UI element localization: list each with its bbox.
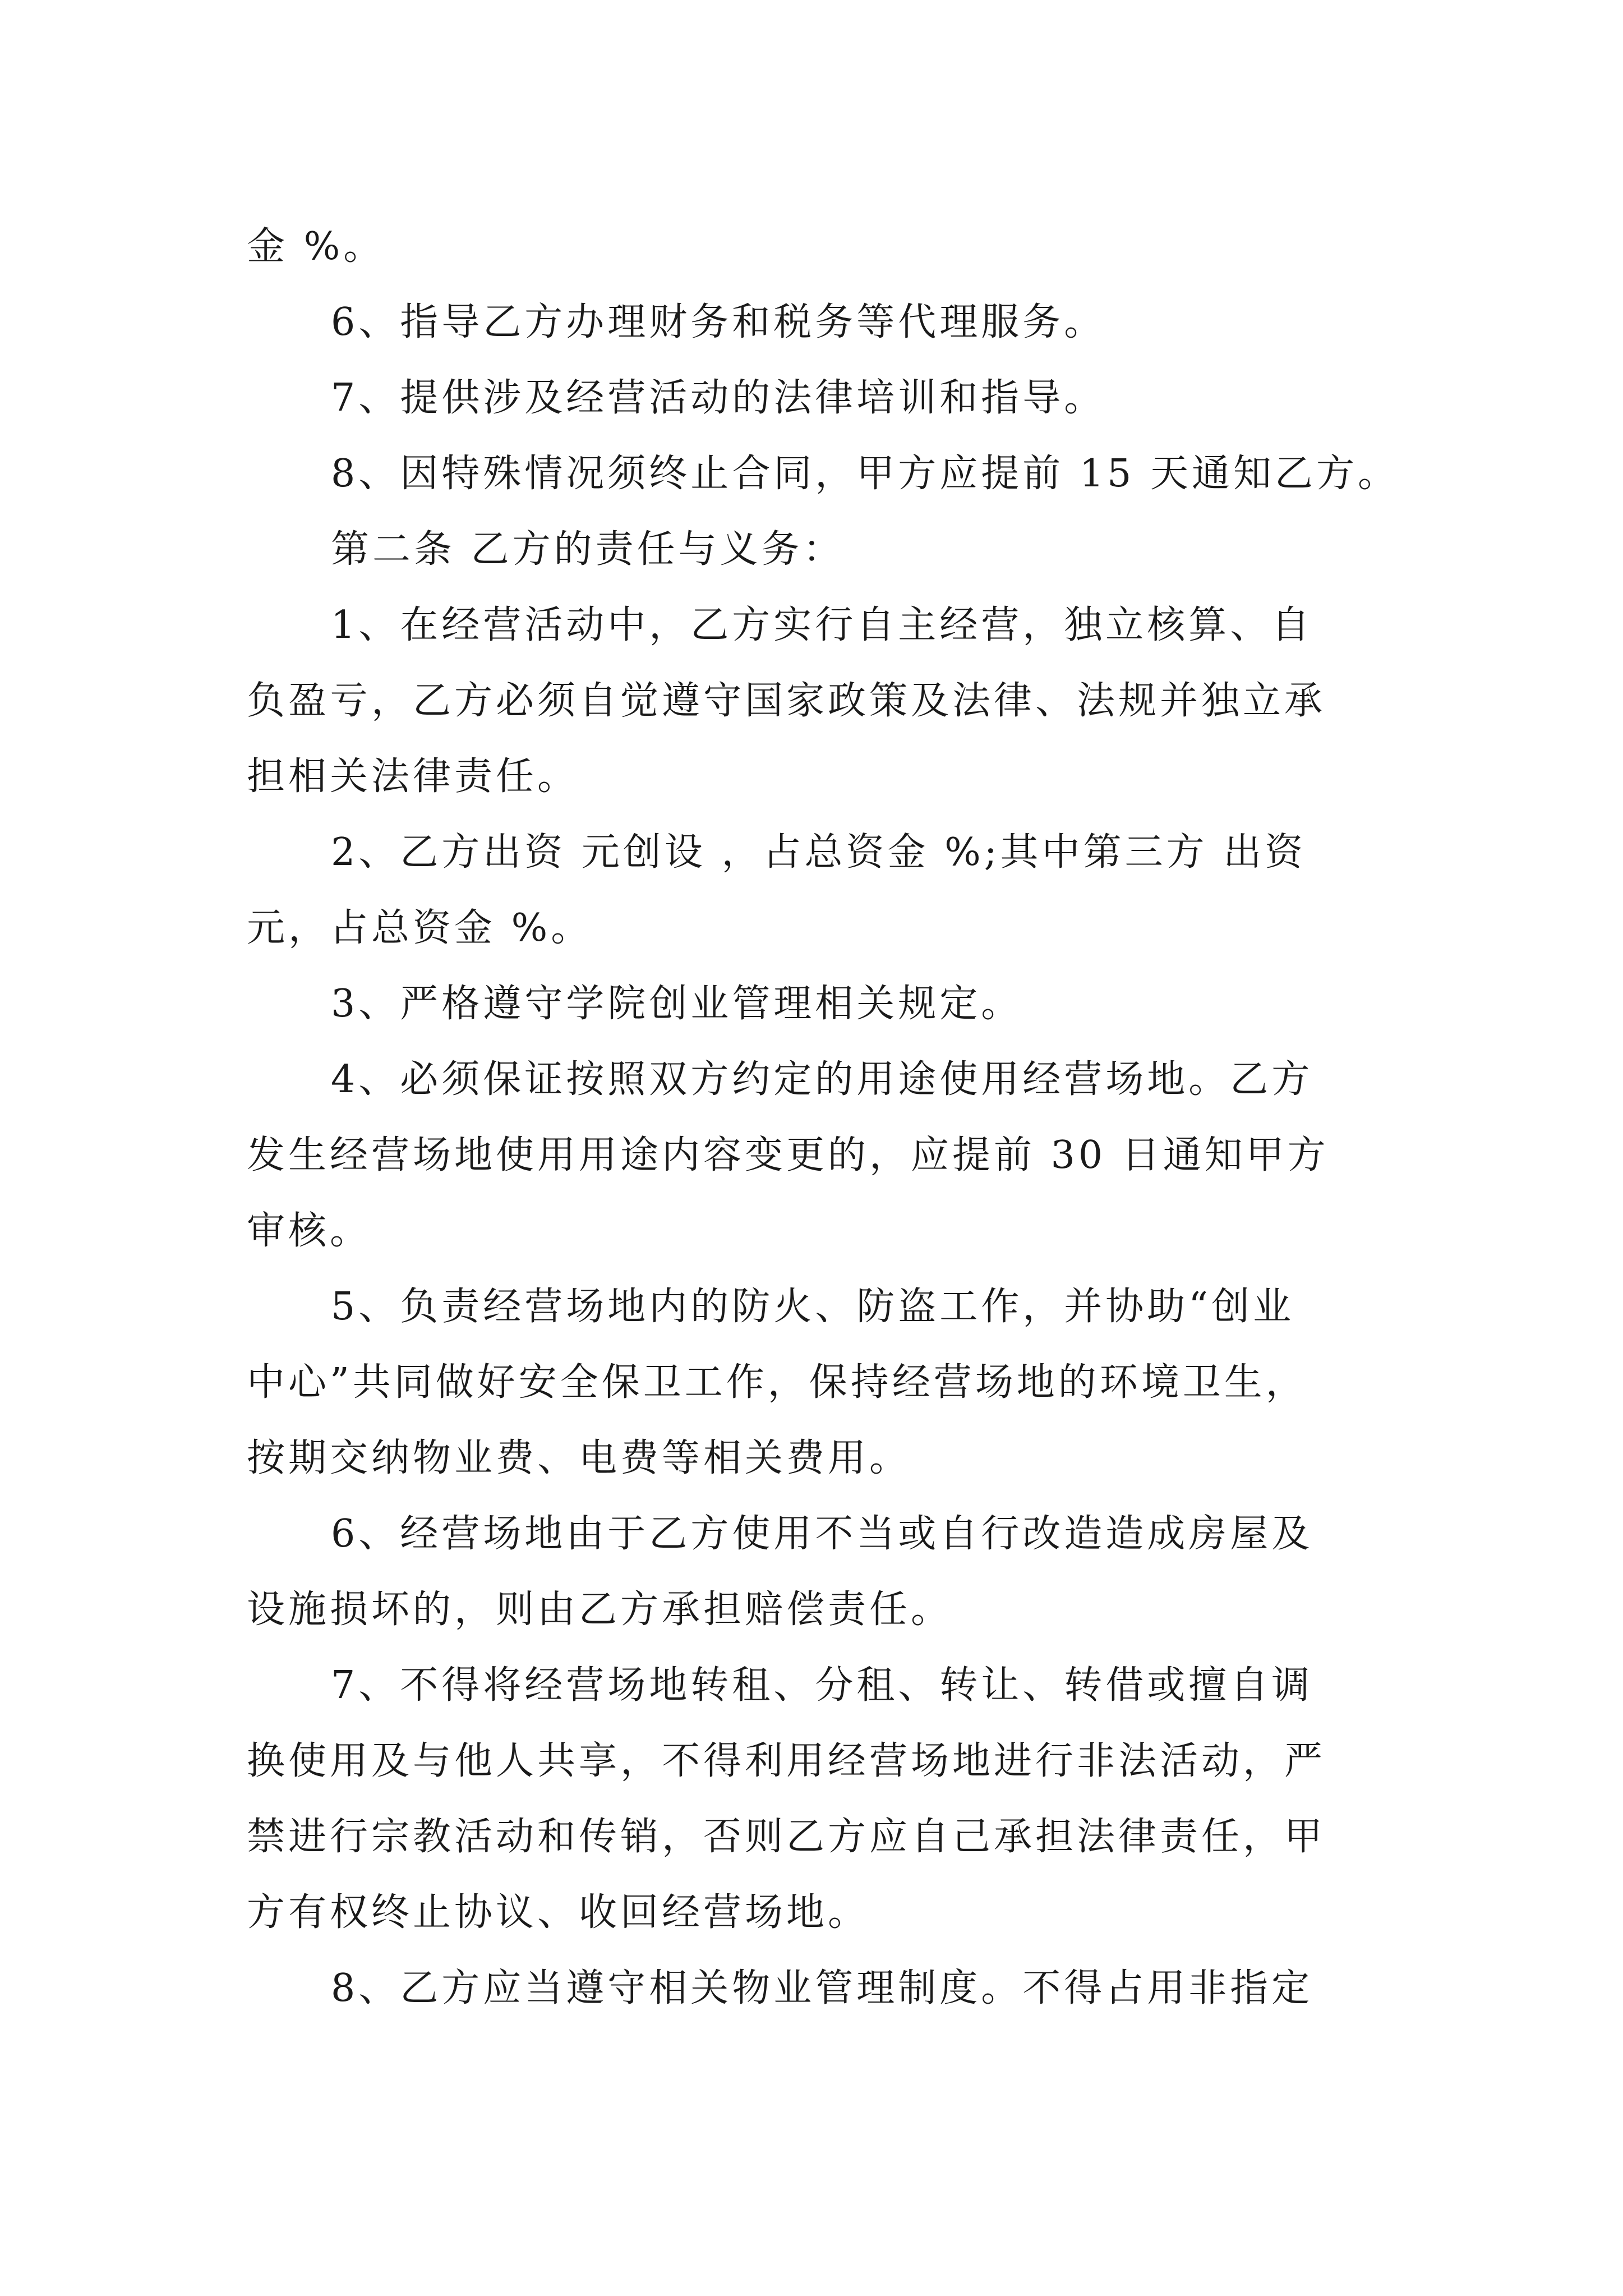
- text-line-18: 6、经营场地由于乙方使用不当或自行改造造成房屋及: [331, 1512, 1313, 1556]
- text-line-13: 发生经营场地使用用途内容变更的，应提前 30 日通知甲方: [247, 1133, 1329, 1177]
- text-line-12: 4、必须保证按照双方约定的用途使用经营场地。乙方: [331, 1057, 1313, 1102]
- text-line-7: 负盈亏，乙方必须自觉遵守国家政策及法律、法规并独立承: [247, 679, 1326, 723]
- text-line-21: 换使用及与他人共享，不得利用经营场地进行非法活动，严: [247, 1739, 1326, 1783]
- text-line-16: 中心”共同做好安全保卫工作，保持经营场地的环境卫生，: [247, 1360, 1307, 1405]
- text-line-8: 担相关法律责任。: [247, 754, 579, 799]
- text-line-9: 2、乙方出资 元创设 ，占总资金 %;其中第三方 出资: [331, 830, 1307, 875]
- section-heading-article-2: 第二条 乙方的责任与义务：: [331, 527, 845, 572]
- text-line-6: 1、在经营活动中，乙方实行自主经营，独立核算、自: [331, 603, 1313, 647]
- text-line-22: 禁进行宗教活动和传销，否则乙方应自己承担法律责任，甲: [247, 1815, 1326, 1859]
- text-line-14: 审核。: [247, 1209, 372, 1253]
- text-line-3: 7、提供涉及经营活动的法律培训和指导。: [331, 376, 1106, 420]
- text-line-17: 按期交纳物业费、电费等相关费用。: [247, 1436, 911, 1480]
- text-line-11: 3、严格遵守学院创业管理相关规定。: [331, 982, 1023, 1026]
- text-line-20: 7、不得将经营场地转租、分租、转让、转借或擅自调: [331, 1663, 1313, 1708]
- text-line-4: 8、因特殊情况须终止合同，甲方应提前 15 天通知乙方。: [331, 452, 1400, 496]
- text-line-2: 6、指导乙方办理财务和税务等代理服务。: [331, 300, 1106, 344]
- text-line-1: 金 %。: [247, 224, 385, 269]
- text-line-19: 设施损坏的，则由乙方承担赔偿责任。: [247, 1588, 953, 1632]
- text-line-23: 方有权终止协议、收回经营场地。: [247, 1890, 870, 1935]
- text-line-15: 5、负责经营场地内的防火、防盗工作，并协助“创业: [331, 1285, 1295, 1329]
- text-line-10: 元，占总资金 %。: [247, 906, 593, 950]
- text-line-24: 8、乙方应当遵守相关物业管理制度。不得占用非指定: [331, 1966, 1313, 2010]
